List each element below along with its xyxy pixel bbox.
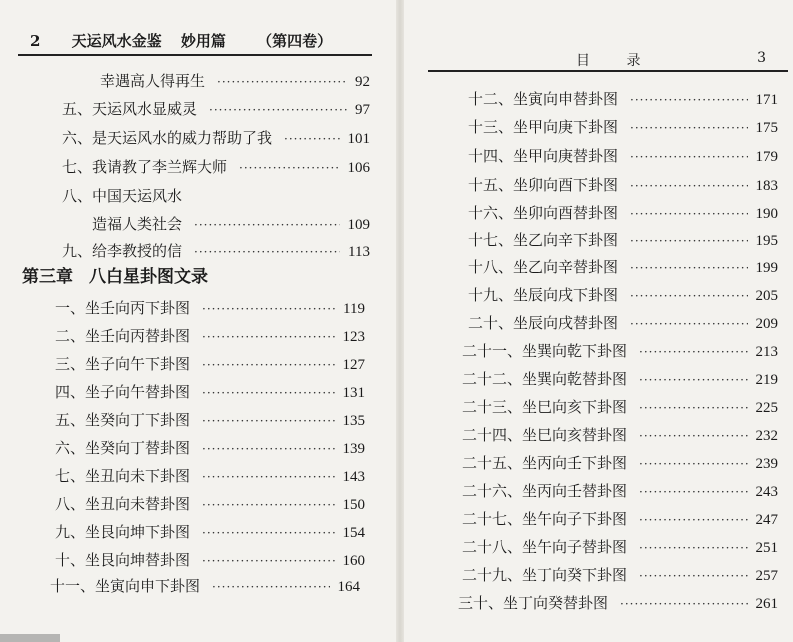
leader-dots [202, 302, 335, 316]
toc-entry-title: 五、天运风水显威灵 [62, 100, 198, 118]
toc-entry[interactable] [462, 424, 778, 448]
toc-entry-title: 二十一、坐巽向乾下卦图 [462, 342, 628, 360]
toc-entry-page: 239 [755, 456, 778, 472]
leader-dots [202, 330, 334, 344]
toc-entry-page: 139 [342, 441, 365, 457]
toc-entry-title: 九、给李教授的信 [62, 242, 183, 260]
toc-entry[interactable] [462, 340, 778, 364]
right-page-header [426, 50, 776, 72]
leader-dots [639, 429, 747, 443]
leader-dots [284, 132, 339, 146]
toc-entry-title: 六、是天运风水的威力帮助了我 [62, 129, 273, 147]
toc-entry-title: 十九、坐辰向戌下卦图 [468, 286, 619, 304]
right-page [400, 0, 793, 642]
toc-entry-page: 164 [337, 579, 360, 595]
chapter-heading[interactable] [22, 262, 208, 287]
leader-dots [202, 442, 334, 456]
toc-entry-page: 251 [755, 540, 778, 556]
toc-entry-page: 232 [755, 428, 778, 444]
toc-entry-page: 179 [755, 149, 778, 165]
left-page-header [30, 30, 332, 51]
leader-dots [630, 207, 747, 221]
toc-entry-title: 二、坐壬向丙替卦图 [55, 327, 191, 345]
toc-entry-title: 五、坐癸向丁下卦图 [55, 411, 191, 429]
toc-entry[interactable] [62, 156, 370, 180]
leader-dots [194, 218, 339, 232]
toc-entry[interactable] [468, 284, 778, 308]
leader-dots [630, 150, 747, 164]
left-page-number: 2 [30, 32, 41, 50]
toc-entry-page: 113 [348, 244, 370, 260]
leader-dots [630, 121, 747, 135]
leader-dots [209, 103, 347, 117]
toc-entry-page: 261 [755, 596, 778, 612]
toc-entry[interactable] [100, 70, 370, 94]
leader-dots [202, 358, 334, 372]
toc-entry-title: 二十九、坐丁向癸下卦图 [462, 566, 628, 584]
toc-entry-title: 十五、坐卯向酉下卦图 [468, 176, 619, 194]
header-rule [18, 54, 372, 56]
toc-entry-title: 十、坐艮向坤替卦图 [55, 551, 191, 569]
toc-entry[interactable] [55, 381, 365, 405]
toc-entry-page: 190 [755, 206, 778, 222]
toc-entry-page: 101 [347, 131, 370, 147]
toc-entry-title: 二十五、坐丙向壬下卦图 [462, 454, 628, 472]
toc-entry-page: 219 [755, 372, 778, 388]
toc-entry-title: 十七、坐乙向辛下卦图 [468, 231, 619, 249]
leader-dots [630, 179, 747, 193]
toc-entry-title: 七、我请教了李兰辉大师 [62, 158, 228, 176]
toc-entry[interactable] [92, 213, 370, 237]
toc-entry[interactable] [55, 493, 365, 517]
toc-entry[interactable] [462, 396, 778, 420]
toc-entry[interactable] [55, 297, 365, 321]
toc-entry-page: 199 [755, 260, 778, 276]
toc-entry[interactable] [62, 240, 370, 264]
toc-entry-title: 幸遇高人得再生 [100, 72, 206, 90]
toc-entry-title: 二十三、坐巳向亥下卦图 [462, 398, 628, 416]
toc-entry-title: 二十六、坐丙向壬替卦图 [462, 482, 628, 500]
toc-entry-title: 四、坐子向午替卦图 [55, 383, 191, 401]
toc-entry[interactable] [468, 202, 778, 226]
toc-entry[interactable] [55, 325, 365, 349]
scan-edge-shadow [0, 634, 60, 642]
leader-dots [630, 289, 747, 303]
toc-entry-page: 106 [347, 160, 370, 176]
toc-entry[interactable] [462, 564, 778, 588]
toc-entry-title: 二十、坐辰向戌替卦图 [468, 314, 619, 332]
toc-entry[interactable] [55, 521, 365, 545]
toc-entry-page: 154 [342, 525, 365, 541]
toc-entry-title: 三、坐子向午下卦图 [55, 355, 191, 373]
toc-entry[interactable] [55, 465, 365, 489]
leader-dots [212, 580, 329, 594]
toc-entry[interactable] [468, 174, 778, 198]
chapter-number: 第三章 [22, 267, 73, 287]
toc-entry-title: 八、坐丑向未替卦图 [55, 495, 191, 513]
toc-entry[interactable] [55, 549, 365, 573]
toc-entry-page: 92 [355, 74, 370, 90]
toc-entry-title: 三十、坐丁向癸替卦图 [458, 594, 609, 612]
leader-dots [620, 597, 747, 611]
toc-entry[interactable] [468, 312, 778, 336]
toc-entry-page: 195 [755, 233, 778, 249]
toc-entry-page: 143 [342, 469, 365, 485]
toc-entry[interactable] [462, 536, 778, 560]
toc-entry-title: 造福人类社会 [92, 215, 183, 233]
toc-entry-page: 175 [755, 120, 778, 136]
toc-entry[interactable] [62, 185, 370, 209]
toc-entry-page: 213 [755, 344, 778, 360]
toc-entry-page: 160 [342, 553, 365, 569]
toc-entry[interactable] [62, 98, 370, 122]
toc-entry-title: 二十四、坐巳向亥替卦图 [462, 426, 628, 444]
leader-dots [239, 161, 339, 175]
toc-entry-page: 205 [755, 288, 778, 304]
leader-dots [639, 569, 747, 583]
toc-entry-title: 二十八、坐午向子替卦图 [462, 538, 628, 556]
toc-entry-title: 七、坐丑向未下卦图 [55, 467, 191, 485]
leader-dots [630, 234, 747, 248]
leader-dots [202, 470, 334, 484]
toc-entry-page: 97 [355, 102, 370, 118]
toc-entry-title: 十四、坐甲向庚替卦图 [468, 147, 619, 165]
leader-dots [630, 317, 747, 331]
toc-entry[interactable] [462, 508, 778, 532]
toc-entry[interactable] [55, 353, 365, 377]
toc-entry-title: 十三、坐甲向庚下卦图 [468, 118, 619, 136]
toc-entry-page: 135 [342, 413, 365, 429]
toc-entry[interactable] [50, 575, 360, 599]
toc-entry-page: 119 [343, 301, 365, 317]
toc-entry-page: 127 [342, 357, 365, 373]
leader-dots [630, 93, 747, 107]
leader-dots [202, 554, 334, 568]
toc-entry-title: 九、坐艮向坤下卦图 [55, 523, 191, 541]
toc-entry-page: 131 [342, 385, 365, 401]
right-page-number: 3 [757, 50, 766, 66]
leader-dots [202, 414, 334, 428]
toc-entry[interactable] [62, 127, 370, 151]
leader-dots [202, 498, 334, 512]
toc-entry-title: 二十二、坐巽向乾替卦图 [462, 370, 628, 388]
leader-dots [639, 485, 747, 499]
toc-entry-page: 123 [342, 329, 365, 345]
toc-entry[interactable] [468, 116, 778, 140]
leader-dots [202, 386, 334, 400]
toc-entry-title: 一、坐壬向丙下卦图 [55, 299, 191, 317]
toc-entry[interactable] [458, 592, 778, 616]
toc-entry-page: 257 [755, 568, 778, 584]
toc-entry-title: 八、中国天运风水 [62, 187, 183, 205]
leader-dots [639, 513, 747, 527]
contents-title: 目 录 [576, 53, 657, 69]
toc-entry-page: 225 [755, 400, 778, 416]
toc-entry-page: 109 [347, 217, 370, 233]
toc-entry-title: 十八、坐乙向辛替卦图 [468, 258, 619, 276]
leader-dots [639, 373, 747, 387]
toc-entry[interactable] [468, 229, 778, 253]
leader-dots [194, 245, 340, 259]
leader-dots [639, 541, 747, 555]
leader-dots [202, 526, 334, 540]
toc-entry[interactable] [468, 88, 778, 112]
toc-entry[interactable] [462, 368, 778, 392]
toc-entry-page: 150 [342, 497, 365, 513]
toc-entry-page: 183 [755, 178, 778, 194]
leader-dots [630, 261, 747, 275]
book-title: 天运风水金鉴 [71, 32, 162, 50]
toc-entry[interactable] [462, 452, 778, 476]
toc-entry-page: 243 [755, 484, 778, 500]
toc-entry-title: 十二、坐寅向申替卦图 [468, 90, 619, 108]
part-title: 妙用篇 [180, 32, 226, 50]
chapter-title: 八白星卦图文录 [89, 267, 208, 287]
toc-entry[interactable] [55, 409, 365, 433]
toc-entry[interactable] [55, 437, 365, 461]
toc-entry-page: 171 [755, 92, 778, 108]
leader-dots [217, 75, 347, 89]
toc-entry-title: 六、坐癸向丁替卦图 [55, 439, 191, 457]
toc-entry[interactable] [468, 145, 778, 169]
toc-entry[interactable] [462, 480, 778, 504]
volume-label: （第四卷） [257, 32, 333, 50]
toc-entry-title: 十六、坐卯向酉替卦图 [468, 204, 619, 222]
toc-entry-page: 209 [755, 316, 778, 332]
toc-entry-page: 247 [755, 512, 778, 528]
leader-dots [639, 345, 747, 359]
toc-entry-title: 二十七、坐午向子下卦图 [462, 510, 628, 528]
toc-entry-title: 十一、坐寅向申下卦图 [50, 577, 201, 595]
leader-dots [639, 457, 747, 471]
leader-dots [639, 401, 747, 415]
toc-entry[interactable] [468, 256, 778, 280]
header-rule [428, 70, 788, 72]
